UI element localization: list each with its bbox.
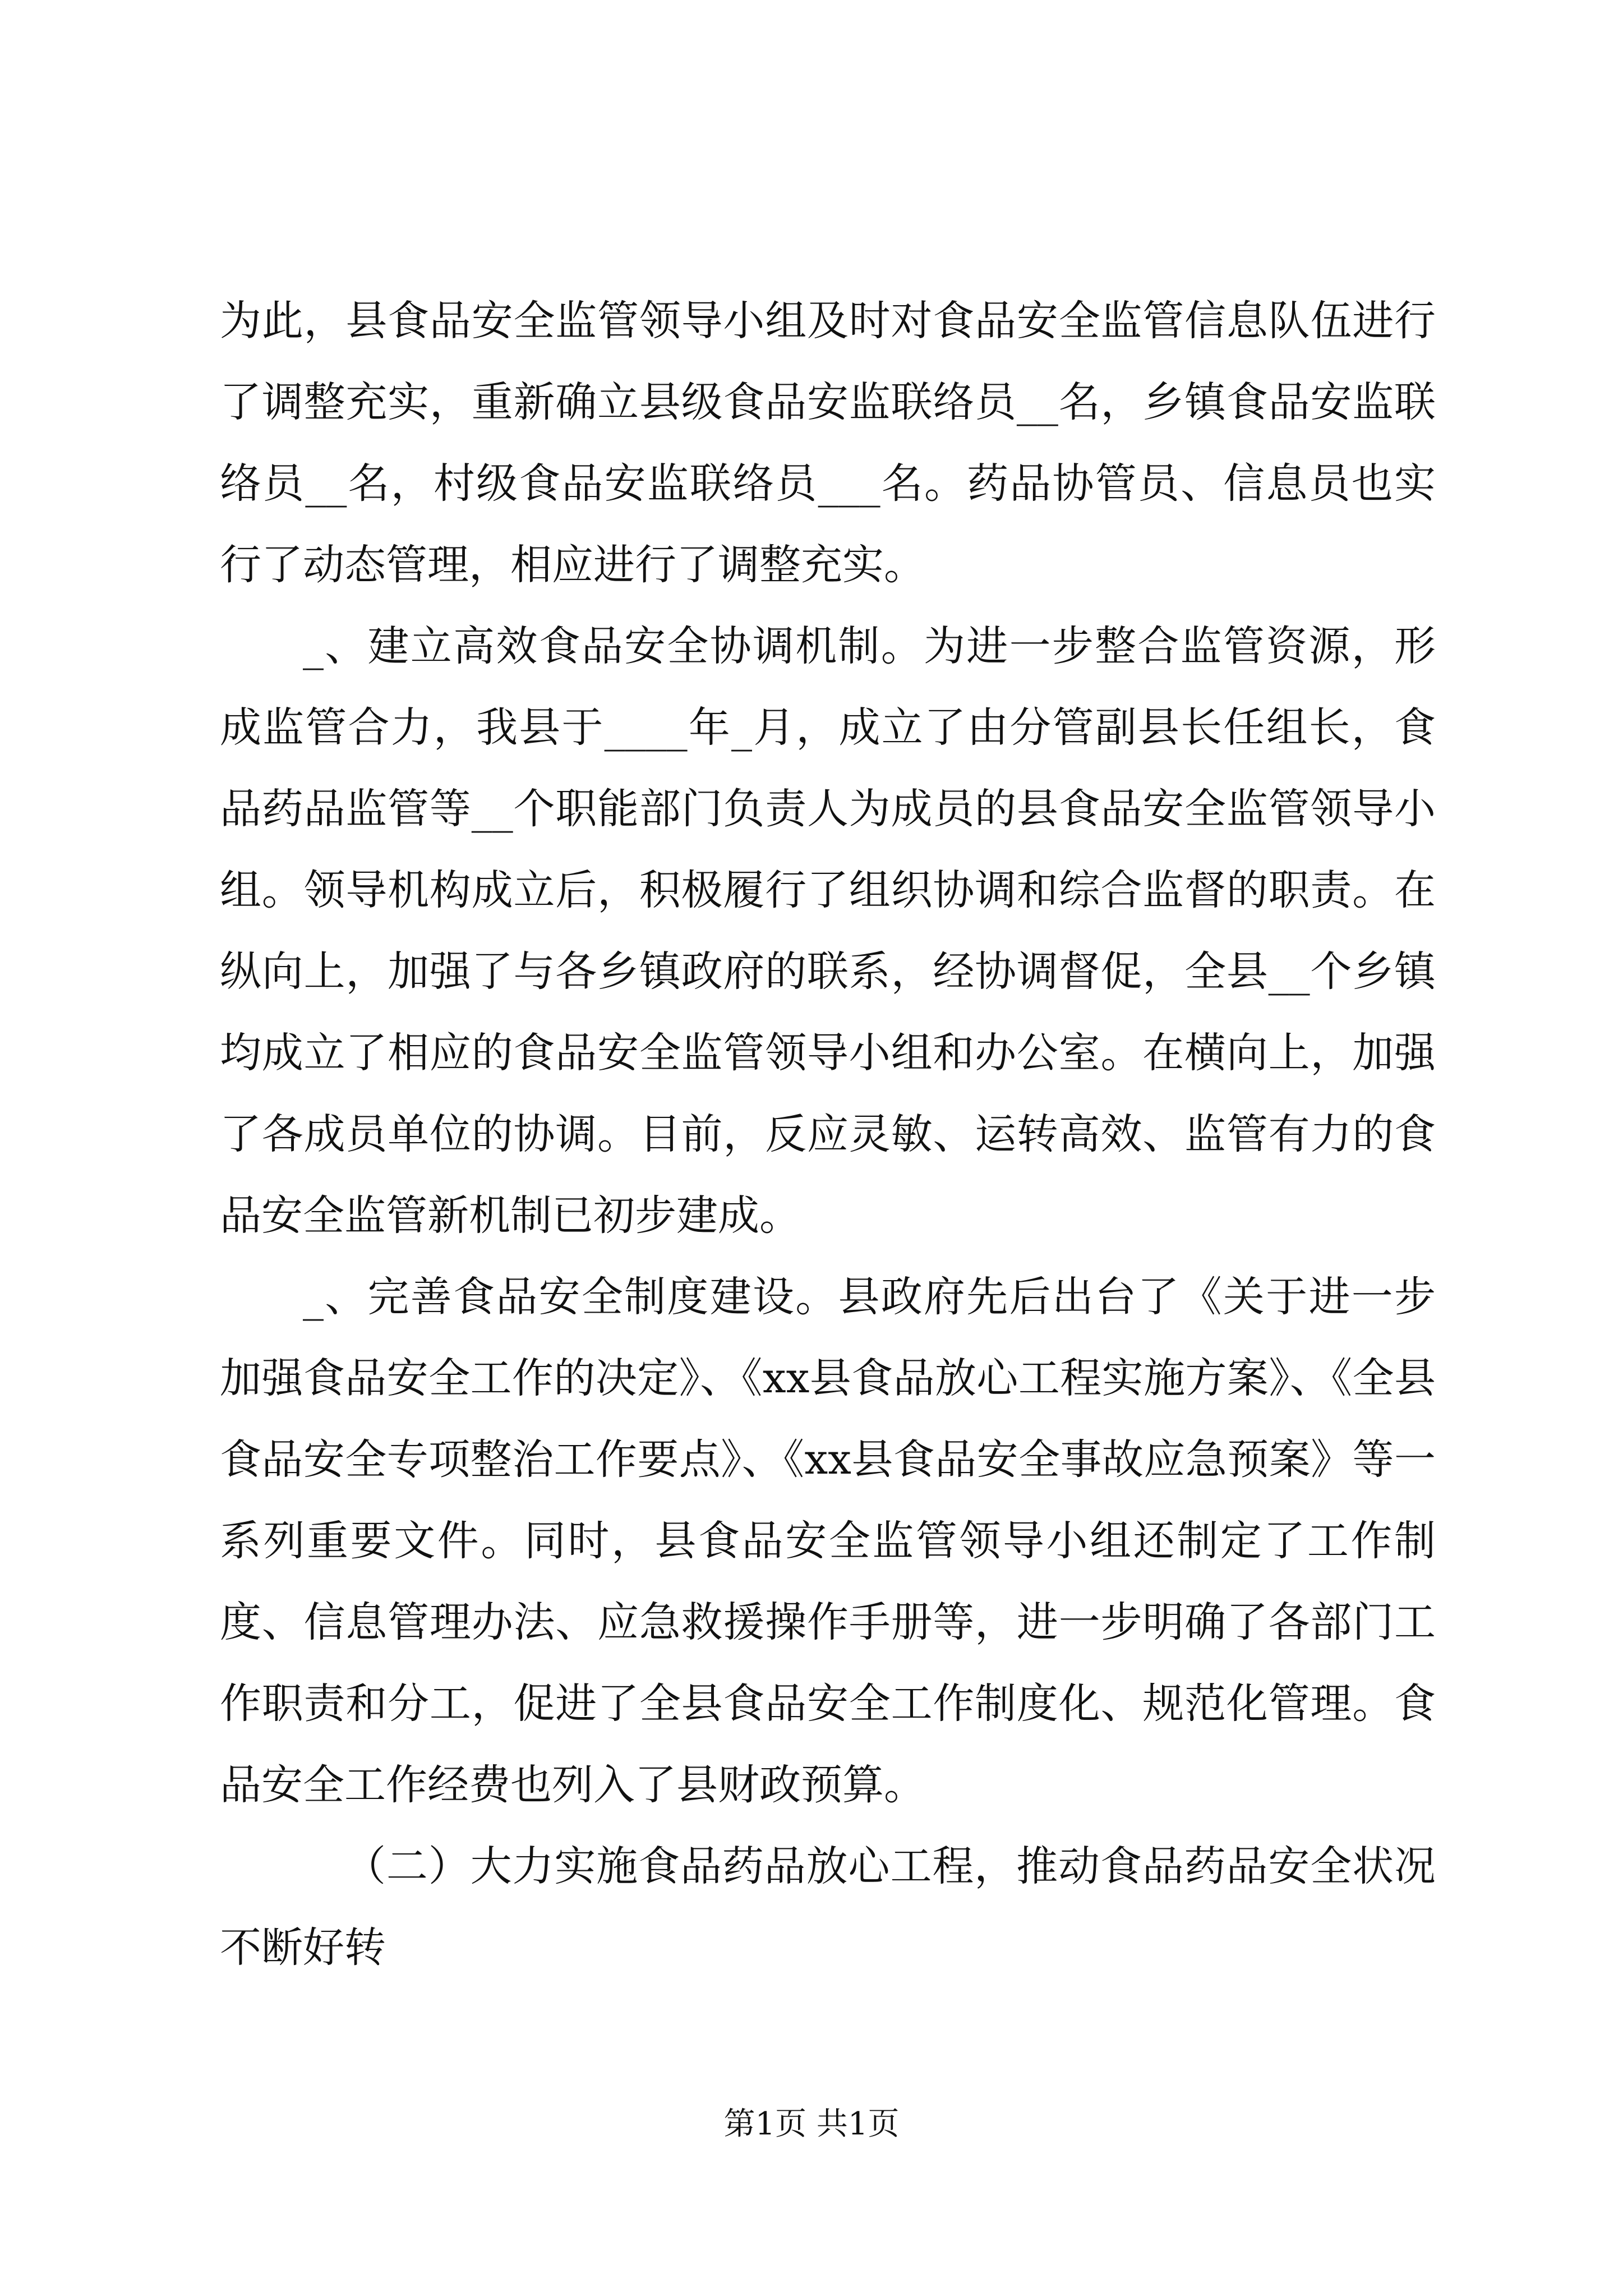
paragraph-system-building: _、完善食品安全制度建设。县政府先后出台了《关于进一步加强食品安全工作的决定》、《xx县食品放心工程实施方案》、《全县食品安全专项整治工作要点》、《xx县食品安全事故应急预案》等一系列重要文件。同时，县食品安全监管领导小组还制定了工作制度、信息管理办法、应急救援操作手册等，进一步明确了各部门工作职责和分工，促进了全县食品安全工作制度化、规范化管理。食品安全工作经费也列入了县财政预算。 [220,1273,1436,1809]
document-body [220,280,1436,1989]
page-footer: 第1页 共1页 [723,2106,900,2142]
paragraph-coordination-mechanism: _、建立高效食品安全协调机制。为进一步整合监管资源，形成监管合力，我县于____年_月，成立了由分管副县长任组长，食品药品监管等__个职能部门负责人为成员的县食品安全监管领导小组。领导机构成立后，积极履行了组织协调和综合监督的职责。在纵向上，加强了与各乡镇政府的联系，经协调督促，全县__个乡镇均成立了相应的食品安全监管领导小组和办公室。在横向上，加强了各成员单位的协调。目前，反应灵敏、运转高效、监管有力的食品安全监管新机制已初步建成。 [220,622,1436,1240]
section-heading-2: （二）大力实施食品药品放心工程，推动食品药品安全状况不断好转 [220,1842,1436,1972]
paragraph-team-adjustment: 为此，县食品安全监管领导小组及时对食品安全监管信息队伍进行了调整充实，重新确立县级食品安监联络员__名，乡镇食品安监联络员__名，村级食品安监联络员___名。药品协管员、信息员也实行了动态管理，相应进行了调整充实。 [220,297,1436,589]
